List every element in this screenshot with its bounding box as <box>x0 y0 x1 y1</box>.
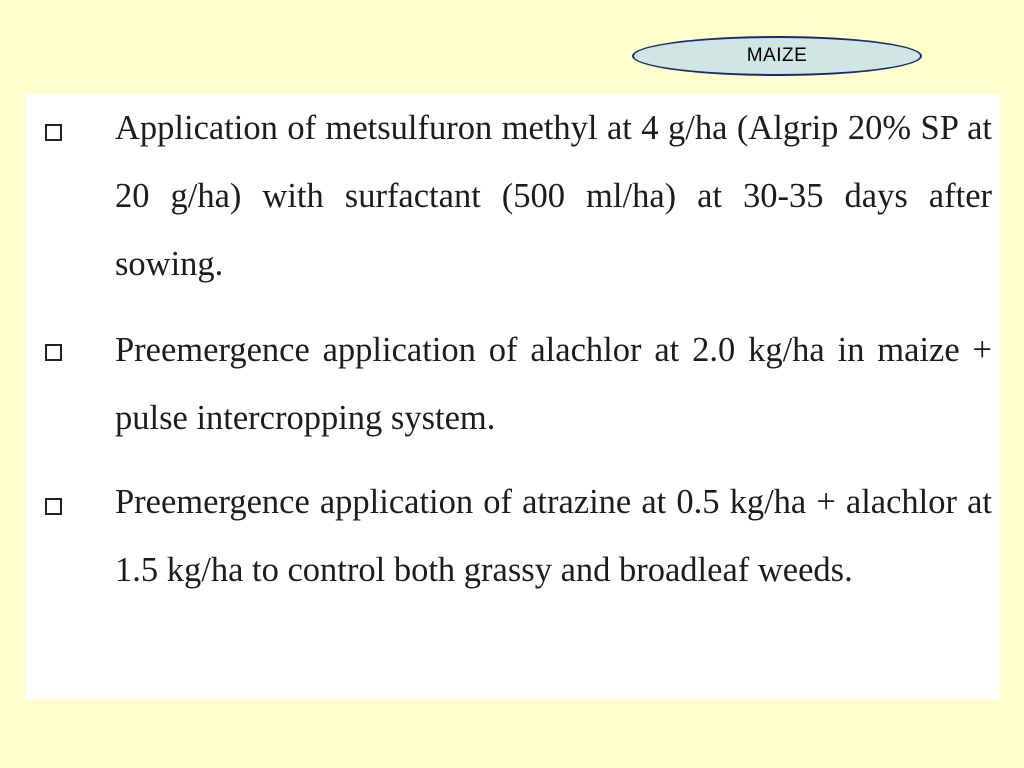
scanned-document <box>25 94 1000 700</box>
square-bullet-icon <box>45 498 62 515</box>
square-bullet-icon <box>45 344 62 361</box>
bullet-text: Preemergence application of atrazine at 0.5 kg/ha + alachlor at 1.5 kg/ha to control both grassy and broadleaf weeds. <box>115 483 992 589</box>
bullet-text: Preemergence application of alachlor at 2.0 kg/ha in maize + pulse intercropping system. <box>115 331 992 437</box>
title-oval <box>632 36 922 76</box>
bullet-text: Application of metsulfuron methyl at 4 g/ha (Algrip 20% SP at 20 g/ha) with surfactant (500 ml/ha) at 30-35 days after sowing. <box>115 109 992 283</box>
square-bullet-icon <box>45 124 62 141</box>
slide-title: MAIZE <box>746 45 808 66</box>
